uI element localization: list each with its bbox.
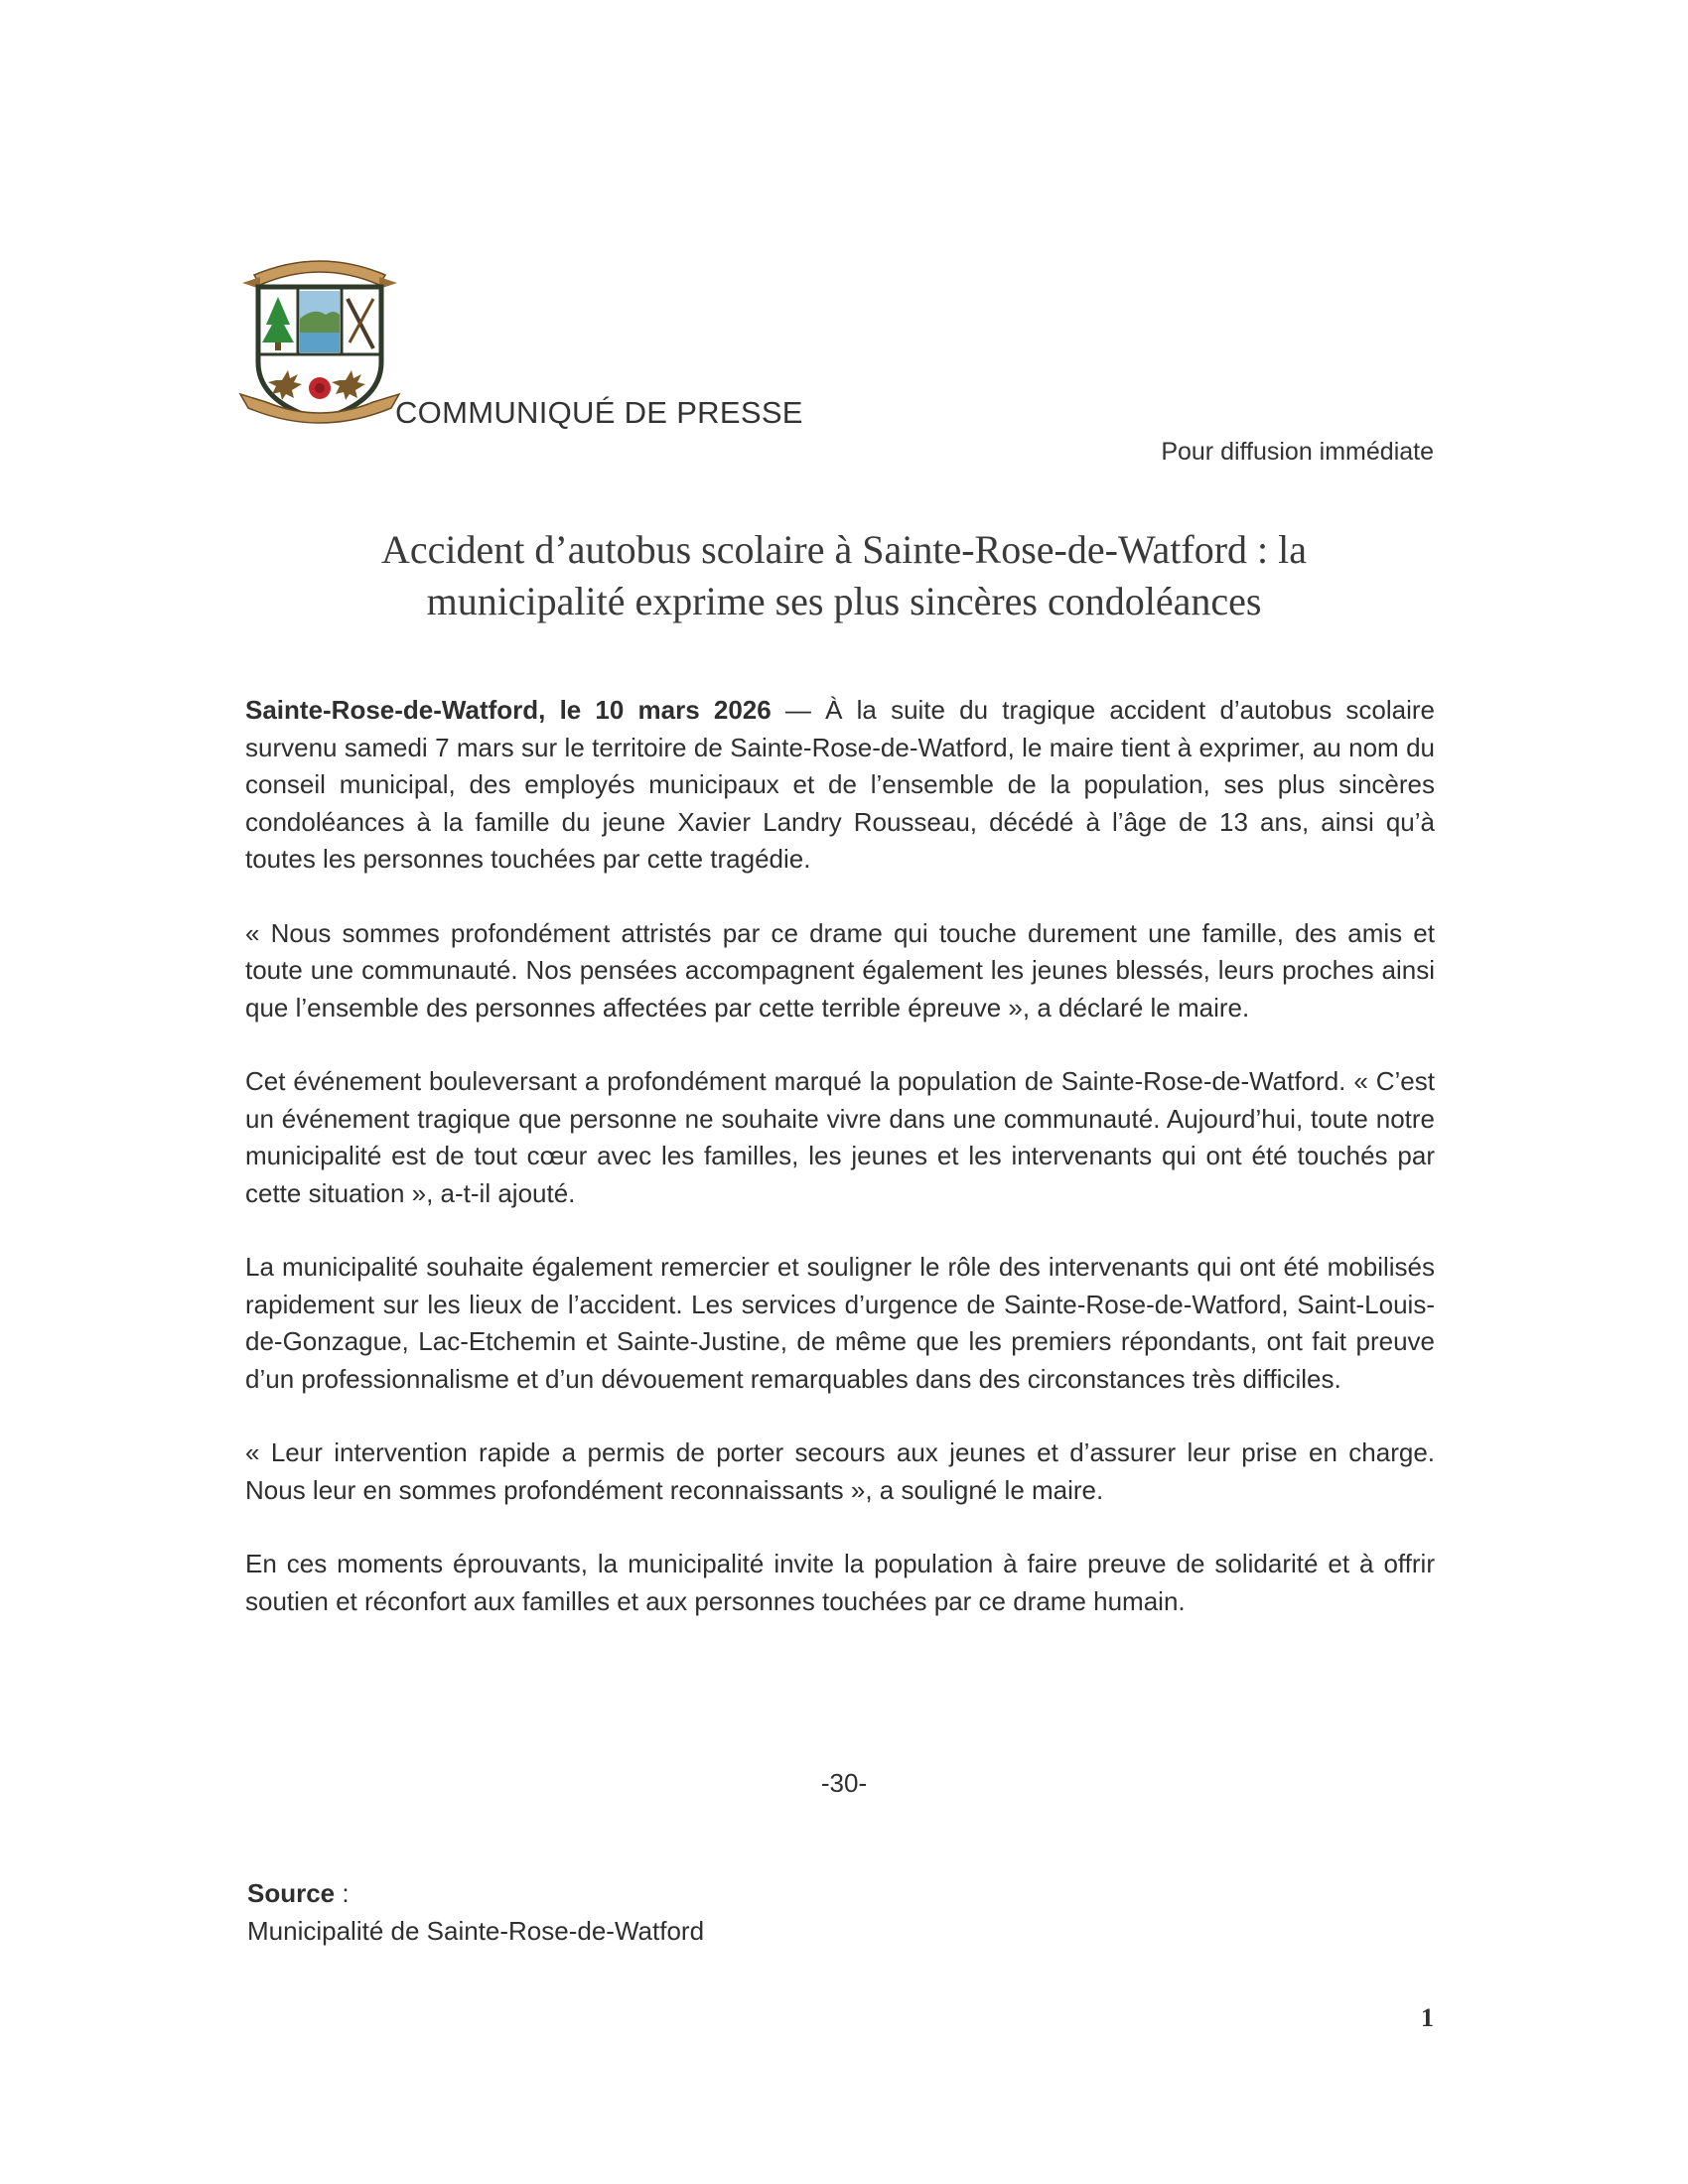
paragraph-3: Cet événement bouleversant a profondément marqué la population de Sainte-Rose-de-Watford. « C’est un événement tragique que personne ne souhaite vivre dans une communauté. Aujourd’hui, toute notre municipalité est de tout cœur avec les familles, les jeunes et les intervenants qui ont été touchés par cette situation », a-t-il ajouté. bbox=[245, 1066, 1435, 1208]
press-release-title: Accident d’autobus scolaire à Sainte-Rose-de-Watford : la municipalité exprime ses plus sincères condoléances bbox=[381, 527, 1307, 623]
paragraph-6: En ces moments éprouvants, la municipalité invite la population à faire preuve de solidarité et à offrir soutien et réconfort aux familles et aux personnes touchées par ce drame humain. bbox=[245, 1549, 1435, 1616]
page-number: 1 bbox=[1421, 2003, 1434, 2032]
press-release-body bbox=[245, 692, 1435, 1657]
source-label bbox=[247, 1878, 350, 1909]
source-label-text: Source bbox=[247, 1878, 336, 1908]
paragraph-2: « Nous sommes profondément attristés par ce drame qui touche durement une famille, des amis et toute une communauté. Nos pensées accompagnent également les jeunes blessés, leurs proches ainsi que l’ensemble des personnes affectées par cette terrible épreuve », a déclaré le maire. bbox=[245, 917, 1435, 1023]
paragraph-1-text: — À la suite du tragique accident d’autobus scolaire survenu samedi 7 mars sur le territoire de Sainte-Rose-de-Watford, le maire tient à exprimer, au nom du conseil municipal, des employés municipaux et de l’ensemble de la population, ses plus sincères condoléances à la famille du jeune Xavier Landry Rousseau, décédé à l’âge de 13 ans, ainsi qu’à toutes les personnes touchées par cette tragédie. bbox=[245, 695, 1435, 874]
paragraph-1 bbox=[245, 692, 1435, 879]
release-note: Pour diffusion immédiate bbox=[1161, 438, 1434, 466]
dateline: Sainte-Rose-de-Watford, le 10 mars 2026 bbox=[245, 695, 772, 725]
paragraph-4: La municipalité souhaite également remercier et souligner le rôle des intervenants qui ont été mobilisés rapidement sur les lieux de l’accident. Les services d’urgence de Sainte-Rose-de-Watford, Saint-Louis-de-Gonzague, Lac-Etchemin et Sainte-Justine, de même que les premiers répondants, ont fait preuve d’un professionnalisme et d’un dévouement remarquables dans des circonstances très difficiles. bbox=[245, 1252, 1435, 1394]
municipal-crest-logo bbox=[236, 243, 403, 432]
document-type-heading: COMMUNIQUÉ DE PRESSE bbox=[395, 395, 803, 430]
end-mark: -30- bbox=[820, 1768, 868, 1798]
source-value: Municipalité de Sainte-Rose-de-Watford bbox=[247, 1916, 705, 1946]
paragraph-5: « Leur intervention rapide a permis de porter secours aux jeunes et d’assurer leur prise en charge. Nous leur en sommes profondément reconnaissants », a souligné le maire. bbox=[245, 1437, 1435, 1505]
source-separator: : bbox=[335, 1878, 350, 1908]
